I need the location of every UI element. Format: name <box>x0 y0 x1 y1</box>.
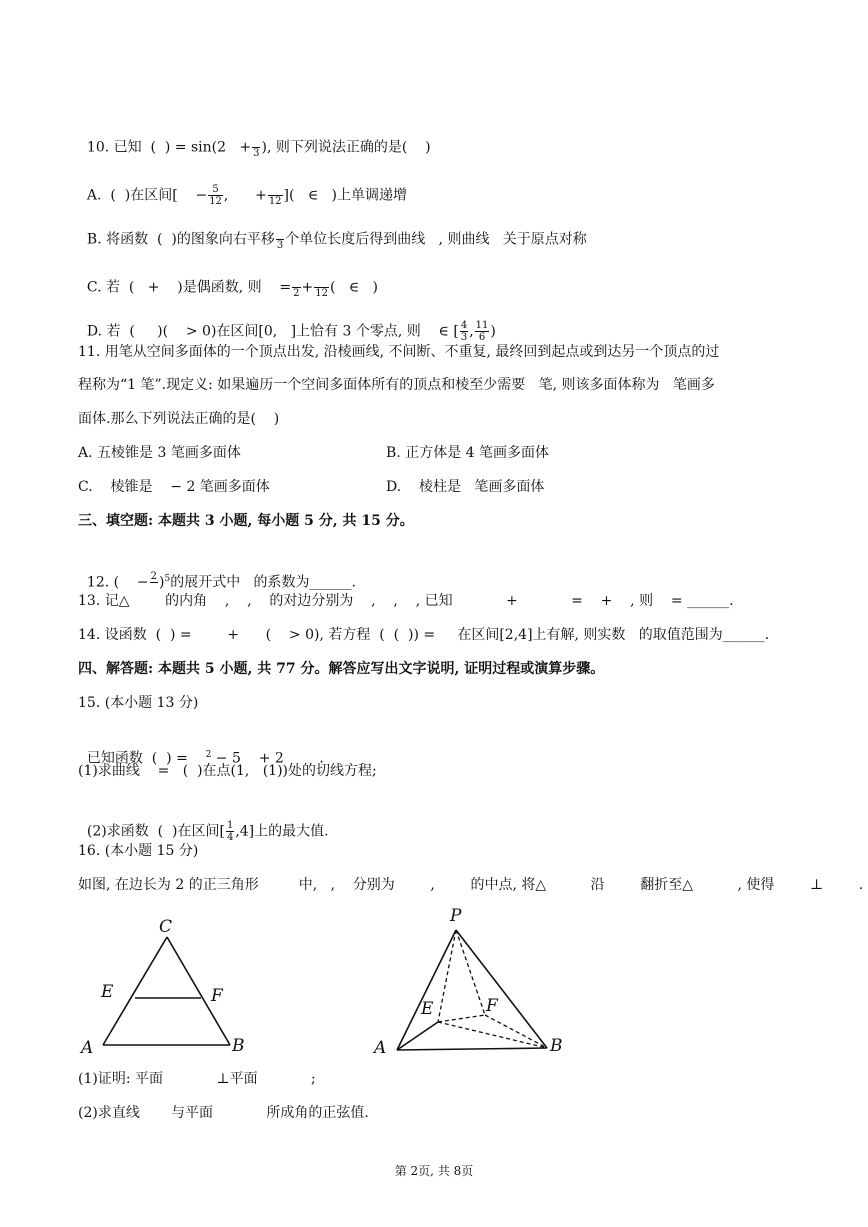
q14: 14. 设函数 ( ) = + ( > 0), 若方程 ( ( )) = 在区间[2,4]上有解, 则实数 的取值范围为______. <box>78 627 770 643</box>
frac-11-6: $\frac{11}{6}$ <box>475 320 489 343</box>
section4-heading: 四、解答题: 本题共 5 小题, 共 77 分。解答应写出文字说明, 证明过程或演算步骤。 <box>78 661 605 677</box>
q11-line2: 程称为“1 笔”.现定义: 如果遍历一个空间多面体所有的顶点和棱至少需要 笔, 则该多面体称为 笔画多 <box>78 377 715 393</box>
q11-option-a: A. 五棱锥是 3 笔画多面体 <box>78 445 241 461</box>
label-b: B <box>550 1036 563 1055</box>
q16-part1: (1)证明: 平面 ⊥平面 ; <box>78 1071 316 1087</box>
q10-option-b: B. 将函数 ( )的图象向右平移 3 个单位长度后得到曲线 , 则曲线 关于原点对称 <box>78 210 587 251</box>
edge-pe <box>438 930 456 1022</box>
edge-pf <box>456 930 485 1015</box>
q11-option-b: B. 正方体是 4 笔画多面体 <box>386 445 549 461</box>
label-f: F <box>486 996 498 1016</box>
label-c: C <box>159 917 173 937</box>
q11-line3: 面体.那么下列说法正确的是( ) <box>78 411 280 427</box>
q10-frac-pi3: 3 <box>252 136 260 159</box>
edge-ab <box>397 1048 547 1050</box>
label-e: E <box>101 982 114 1002</box>
q16-head: 16. (本小题 15 分) <box>78 843 199 859</box>
figure-triangle-abc <box>75 915 265 1055</box>
section3-heading: 三、填空题: 本题共 3 小题, 每小题 5 分, 共 15 分。 <box>78 513 414 529</box>
q12: 12. ( − 2 )$^5$的展开式中 的系数为______. <box>78 552 356 594</box>
q10-option-d: D. 若 ( )( > 0)在区间[0, ]上恰有 3 个零点, 则 ∈ [ $\frac{4}{3}$ , $\frac{11}{6}$ ) <box>86 320 496 343</box>
label-a: A <box>81 1038 94 1055</box>
q11-option-d: D. 棱柱是 笔画多面体 <box>386 479 545 495</box>
label-b: B <box>232 1036 245 1055</box>
frac-pi-3: 3 <box>276 228 284 251</box>
q13: 13. 记△ 的内角 , , 的对边分别为 , , , 已知 + = + , 则 = ______. <box>78 593 734 609</box>
edge-fb <box>485 1015 547 1048</box>
q15-part1: (1)求曲线 = ( )在点(1, (1))处的切线方程; <box>78 763 377 779</box>
frac-5-12: $\frac{5}{12}$ <box>209 184 222 207</box>
edge-pa <box>397 930 456 1050</box>
label-e: E <box>421 999 434 1019</box>
label-a: A <box>374 1038 387 1055</box>
frac-pi-12: 12 <box>268 184 283 207</box>
q16-stem: 如图, 在边长为 2 的正三角形 中, , 分别为 , 的中点, 将△ 沿 翻折至△ , 使得 ⊥ . <box>78 877 864 893</box>
q10-stem <box>78 118 431 159</box>
q15-part2: (2)求函数 ( )在区间[ $\frac{1}{4}$ ,4]上的最大值. <box>86 820 329 843</box>
q10-stem-pre: 10. 已知 ( ) = sin(2 + <box>86 139 252 156</box>
label-f: F <box>211 986 223 1006</box>
q10-stem-post: ), 则下列说法正确的是( ) <box>261 139 431 156</box>
frac-pi-12: 12 <box>314 276 329 299</box>
frac-2-x: 2 <box>150 571 157 583</box>
q16-part2: (2)求直线 与平面 所成角的正弦值. <box>78 1105 369 1121</box>
q10-option-c: C. 若 ( + )是偶函数, 则 = 2 + 12 ( ∈ ) <box>78 258 378 299</box>
edge-ef <box>438 1015 485 1022</box>
q10-option-a: A. ( )在区间[ − $\frac{5}{12}$ , + 12 ]( ∈ )上单调递增 <box>86 184 407 207</box>
q15-head: 15. (本小题 13 分) <box>78 695 199 711</box>
frac-1-4: $\frac{1}{4}$ <box>226 820 234 843</box>
q11-option-c: C. 棱锥是 − 2 笔画多面体 <box>78 479 270 495</box>
frac-4-3: $\frac{4}{3}$ <box>460 320 468 343</box>
q15-given: 已知函数 ( ) = $^2$ − 5 + 2 . <box>86 750 324 767</box>
page-footer: 第 2页, 共 8页 <box>394 1164 474 1178</box>
label-p: P <box>450 906 462 926</box>
edge-pb <box>456 930 547 1048</box>
q11-line1: 11. 用笔从空间多面体的一个顶点出发, 沿棱画线, 不间断、不重复, 最终回到起点或到达另一个顶点的过 <box>78 344 720 360</box>
figure-pyramid-pab <box>370 905 570 1055</box>
frac-kpi-2: 2 <box>292 276 300 299</box>
